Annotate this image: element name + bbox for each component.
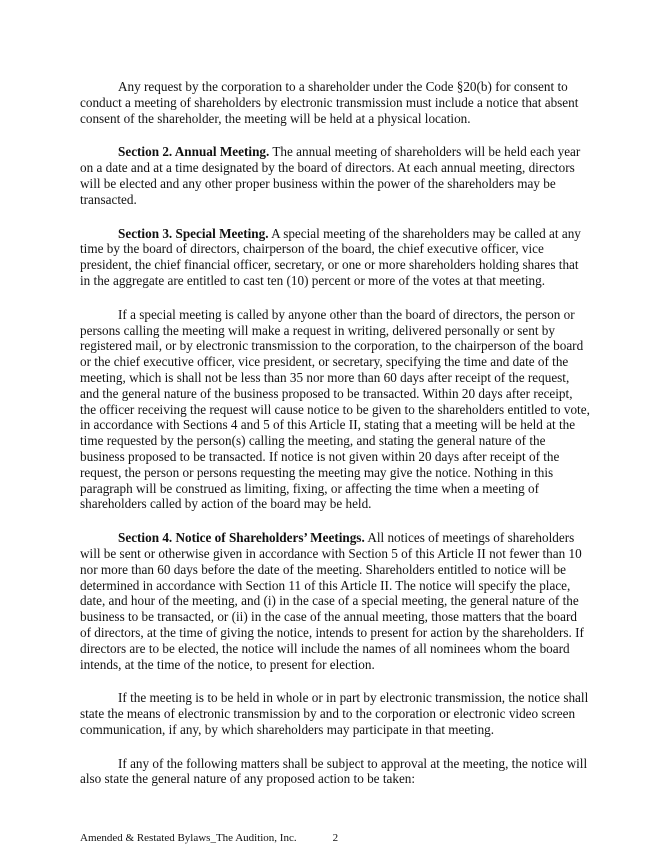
paragraph-electronic-transmission <box>80 690 590 737</box>
paragraph-section-3 <box>80 226 590 289</box>
document-body <box>80 79 590 805</box>
footer-title: Amended & Restated Bylaws_The Audition, Inc. <box>80 832 297 844</box>
page-footer <box>80 832 338 844</box>
section-heading: Section 4. Notice of Shareholders’ Meetings. <box>118 530 365 546</box>
paragraph-text: A special meeting of the shareholders may be called at any time by the board of directors, chairperson of the board, the chief executive officer, vice president, the chief financial officer, secretary, or one or more shareholders holding shares that in the aggregate are entitled to cast ten (10) percent or more of the votes at that meeting. <box>80 225 581 288</box>
section-heading: Section 3. Special Meeting. <box>118 225 269 241</box>
paragraph-text: The annual meeting of shareholders will be held each year on a date and at a time designated by the board of directors. At each annual meeting, directors will be elected and any other proper business within the power of the shareholders may be transacted. <box>80 144 581 207</box>
paragraph-text: Any request by the corporation to a shareholder under the Code §20(b) for consent to conduct a meeting of shareholders by electronic transmission must include a notice that absent consent of the shareholder, the meeting will be held at a physical location. <box>80 79 579 126</box>
section-heading: Section 2. Annual Meeting. <box>118 144 270 160</box>
paragraph-approval-matters <box>80 756 590 788</box>
paragraph-section-4 <box>80 530 590 672</box>
paragraph-special-meeting-request <box>80 307 590 512</box>
paragraph-text: If a special meeting is called by anyone other than the board of directors, the person or persons calling the meeting will make a request in writing, delivered personally or sent by registered mail, or by electronic transmission to the corporation, to the chairperson of the board or the chief executive officer, vice president, or secretary, specifying the time and date of the meeting, which is shall not be less than 35 nor more than 60 days after receipt of the request, and the general nature of the business proposed to be transacted. Within 20 days after receipt, the officer receiving the request will cause notice to be given to the shareholders entitled to vote, in accordance with Sections 4 and 5 of this Article II, stating that a meeting will be held at the time requested by the person(s) calling the meeting, and stating the general nature of the business proposed to be transacted. If notice is not given within 20 days after receipt of the request, the person or persons requesting the meeting may give the notice. Nothing in this paragraph will be construed as limiting, fixing, or affecting the time when a meeting of shareholders called by action of the board may be held. <box>80 306 590 512</box>
paragraph-consent-notice <box>80 79 590 126</box>
paragraph-text: All notices of meetings of shareholders will be sent or otherwise given in accordance with Section 5 of this Article II not fewer than 10 nor more than 60 days before the date of the meeting. Shareholders entitled to notice will be determined in accordance with Section 11 of this Article II. The notice will specify the place, date, and hour of the meeting, and (i) in the case of a special meeting, the general nature of the business to be transacted, or (ii) in the case of the annual meeting, those matters that the board of directors, at the time of giving the notice, intends to present for action by the shareholders. If directors are to be elected, the notice will include the names of all nominees whom the board intends, at the time of the notice, to present for election. <box>80 530 584 672</box>
paragraph-text: If the meeting is to be held in whole or in part by electronic transmission, the notice shall state the means of electronic transmission by and to the corporation or electronic video screen communication, if any, by which shareholders may participate in that meeting. <box>80 690 589 737</box>
paragraph-text: If any of the following matters shall be subject to approval at the meeting, the notice will also state the general nature of any proposed action to be taken: <box>80 755 588 787</box>
page-number: 2 <box>332 832 339 844</box>
paragraph-section-2 <box>80 144 590 207</box>
